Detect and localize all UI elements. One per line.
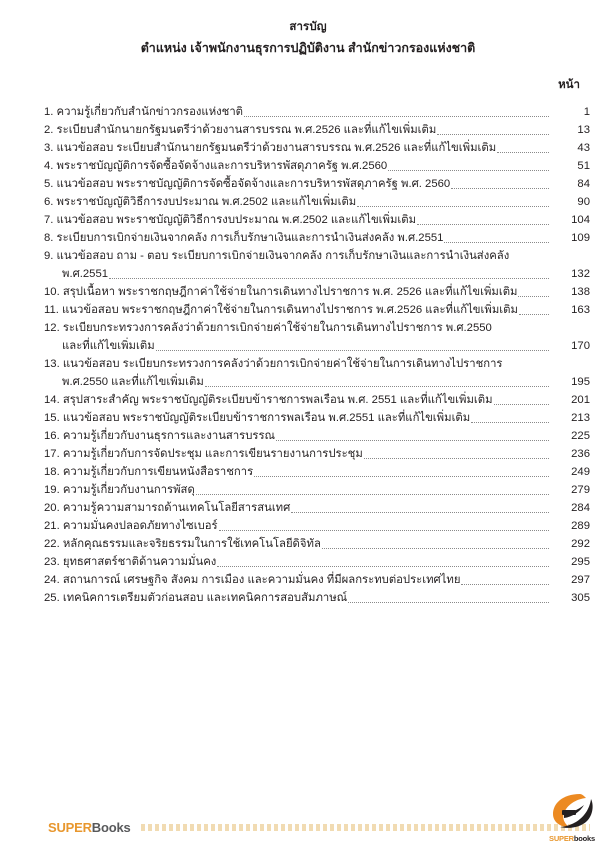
superbooks-logo-text bbox=[542, 834, 602, 843]
toc-entry[interactable] bbox=[44, 229, 590, 247]
toc-entry-label: 17. ความรู้เกี่ยวกับการจัดประชุม และการเขียนรายงานการประชุม bbox=[44, 448, 363, 460]
toc-entry-page-number: 279 bbox=[571, 484, 590, 496]
superbooks-logo-books: books bbox=[573, 834, 595, 843]
toc-entry[interactable] bbox=[44, 481, 590, 499]
toc-entry-page-number: 163 bbox=[571, 304, 590, 316]
toc-leader-dots bbox=[451, 187, 549, 189]
toc-entry-page-number: 90 bbox=[577, 196, 590, 208]
toc-entry-page-number: 51 bbox=[577, 160, 590, 172]
toc-leader-dots bbox=[291, 511, 549, 513]
toc-entry-label: 11. แนวข้อสอบ พระราชกฤษฎีกาค่าใช้จ่ายในการเดินทางไปราชการ พ.ศ.2526 และที่แก้ไขเพิ่มเติม bbox=[44, 304, 518, 316]
toc-leader-dots bbox=[519, 313, 549, 315]
toc-entry-label: 1. ความรู้เกี่ยวกับสำนักข่าวกรองแห่งชาติ bbox=[44, 106, 244, 118]
toc-entry[interactable] bbox=[44, 247, 590, 265]
toc-entry[interactable] bbox=[44, 409, 590, 427]
toc-entry[interactable] bbox=[44, 283, 590, 301]
toc-entry[interactable] bbox=[44, 193, 590, 211]
toc-leader-dots bbox=[504, 368, 550, 369]
toc-leader-dots bbox=[322, 547, 549, 549]
toc-leader-dots bbox=[254, 475, 549, 477]
page-column-header: หน้า bbox=[558, 79, 580, 91]
toc-entry-page-number: 195 bbox=[571, 376, 590, 388]
toc-entry[interactable] bbox=[44, 265, 590, 283]
toc-entry-page-number: 213 bbox=[571, 412, 590, 424]
toc-entry-page-number: 84 bbox=[577, 178, 590, 190]
toc-entry-label: 15. แนวข้อสอบ พระราชบัญญัติระเบียบข้าราชการพลเรือน พ.ศ.2551 และที่แก้ไขเพิ่มเติม bbox=[44, 412, 471, 424]
toc-leader-dots bbox=[364, 457, 549, 459]
toc-leader-dots bbox=[244, 115, 549, 117]
toc-entry-page-number: 236 bbox=[571, 448, 590, 460]
page-title: สารบัญ bbox=[289, 21, 327, 33]
toc-entry-label: 10. สรุปเนื้อหา พระราชกฤษฎีกาค่าใช้จ่ายในการเดินทางไปราชการ พ.ศ. 2526 และที่แก้ไขเพิ่มเติม bbox=[44, 286, 518, 298]
footer-brand-wordmark bbox=[48, 820, 131, 835]
toc-entry-label: 25. เทคนิคการเตรียมตัวก่อนสอบ และเทคนิคการสอบสัมภาษณ์ bbox=[44, 592, 348, 604]
toc-leader-dots bbox=[437, 133, 549, 135]
toc-leader-dots bbox=[196, 493, 549, 495]
toc-leader-dots bbox=[444, 241, 549, 243]
toc-leader-dots bbox=[388, 169, 549, 171]
toc-leader-dots bbox=[276, 439, 549, 441]
footer-brand-books: Books bbox=[91, 819, 131, 835]
footer-dashed-rule bbox=[141, 824, 590, 831]
toc-entry-label: 3. แนวข้อสอบ ระเบียบสำนักนายกรัฐมนตรีว่าด้วยงานสารบรรณ พ.ศ.2526 และที่แก้ไขเพิ่มเติม bbox=[44, 142, 497, 154]
toc-entry-page-number: 305 bbox=[571, 592, 590, 604]
toc-entry-page-number: 295 bbox=[571, 556, 590, 568]
toc-entry[interactable] bbox=[44, 463, 590, 481]
toc-leader-dots bbox=[417, 223, 549, 225]
toc-entry-label: 13. แนวข้อสอบ ระเบียบกระทรวงการคลังว่าด้วยการเบิกจ่ายค่าใช้จ่ายในการเดินทางไปราชการ bbox=[44, 358, 503, 370]
toc-entry[interactable] bbox=[44, 445, 590, 463]
footer-brand-super: SUPER bbox=[48, 819, 92, 835]
toc-entry[interactable] bbox=[44, 535, 590, 553]
toc-entry[interactable] bbox=[44, 139, 590, 157]
toc-leader-dots bbox=[461, 583, 549, 585]
toc-entry-label: 2. ระเบียบสำนักนายกรัฐมนตรีว่าด้วยงานสารบรรณ พ.ศ.2526 และที่แก้ไขเพิ่มเติม bbox=[44, 124, 437, 136]
toc-entry[interactable] bbox=[44, 175, 590, 193]
toc-entry-page-number: 13 bbox=[577, 124, 590, 136]
toc-entry[interactable] bbox=[44, 427, 590, 445]
toc-entry-label: 14. สรุปสาระสำคัญ พระราชบัญญัติระเบียบข้าราชการพลเรือน พ.ศ. 2551 และที่แก้ไขเพิ่มเติม bbox=[44, 394, 493, 406]
toc-entry-page-number: 138 bbox=[571, 286, 590, 298]
toc-leader-dots bbox=[518, 295, 549, 297]
toc-entry[interactable] bbox=[44, 301, 590, 319]
toc-entry-label: 4. พระราชบัญญัติการจัดซื้อจัดจ้างและการบริหารพัสดุภาครัฐ พ.ศ.2560 bbox=[44, 160, 388, 172]
toc-entry-label: 8. ระเบียบการเบิกจ่ายเงินจากคลัง การเก็บรักษาเงินและการนำเงินส่งคลัง พ.ศ.2551 bbox=[44, 232, 444, 244]
toc-entry-label: 24. สถานการณ์ เศรษฐกิจ สังคม การเมือง และความมั่นคง ที่มีผลกระทบต่อประเทศไทย bbox=[44, 574, 461, 586]
toc-entry[interactable] bbox=[44, 499, 590, 517]
toc-entry-page-number: 249 bbox=[571, 466, 590, 478]
toc-entry-label: 18. ความรู้เกี่ยวกับการเขียนหนังสือราชการ bbox=[44, 466, 254, 478]
toc-leader-dots bbox=[493, 332, 549, 333]
toc-leader-dots bbox=[497, 151, 549, 153]
toc-entry-label: 7. แนวข้อสอบ พระราชบัญญัติวิธีการงบประมาณ พ.ศ.2502 และแก้ไขเพิ่มเติม bbox=[44, 214, 417, 226]
toc-leader-dots bbox=[109, 277, 549, 279]
toc-entry[interactable] bbox=[44, 373, 590, 391]
toc-entry-label: และที่แก้ไขเพิ่มเติม bbox=[62, 340, 155, 352]
toc-entry-label: 20. ความรู้ความสามารถด้านเทคโนโลยีสารสนเทศ bbox=[44, 502, 291, 514]
toc-leader-dots bbox=[156, 349, 549, 351]
toc-entry-label: 23. ยุทธศาสตร์ชาติด้านความมั่นคง bbox=[44, 556, 217, 568]
toc-entry-label: พ.ศ.2550 และที่แก้ไขเพิ่มเติม bbox=[62, 376, 204, 388]
toc-entry-page-number: 201 bbox=[571, 394, 590, 406]
toc-entry[interactable] bbox=[44, 319, 590, 337]
toc-entry[interactable] bbox=[44, 589, 590, 607]
document-header bbox=[0, 0, 616, 59]
toc-leader-dots bbox=[219, 529, 549, 531]
superbooks-logo-mark-icon bbox=[550, 793, 594, 829]
toc-entry-page-number: 292 bbox=[571, 538, 590, 550]
toc-entry-page-number: 1 bbox=[583, 106, 590, 118]
toc-entry[interactable] bbox=[44, 553, 590, 571]
toc-entry[interactable] bbox=[44, 103, 590, 121]
toc-entry-page-number: 289 bbox=[571, 520, 590, 532]
toc-entry[interactable] bbox=[44, 157, 590, 175]
toc-entry-label: 16. ความรู้เกี่ยวกับงานธุรการและงานสารบรรณ bbox=[44, 430, 276, 442]
toc-entry-page-number: 109 bbox=[571, 232, 590, 244]
table-of-contents bbox=[0, 103, 616, 607]
toc-entry-page-number: 132 bbox=[571, 268, 590, 280]
toc-entry[interactable] bbox=[44, 355, 590, 373]
toc-entry-page-number: 170 bbox=[571, 340, 590, 352]
toc-entry-label: 12. ระเบียบกระทรวงการคลังว่าด้วยการเบิกจ่ายค่าใช้จ่ายในการเดินทางไปราชการ พ.ศ.2550 bbox=[44, 322, 492, 334]
toc-entry[interactable] bbox=[44, 337, 590, 355]
toc-entry-label: พ.ศ.2551 bbox=[62, 268, 109, 280]
toc-entry-label: 19. ความรู้เกี่ยวกับงานการพัสดุ bbox=[44, 484, 195, 496]
toc-entry-page-number: 284 bbox=[571, 502, 590, 514]
toc-leader-dots bbox=[510, 260, 549, 261]
toc-leader-dots bbox=[494, 403, 549, 405]
superbooks-logo-super: SUPER bbox=[549, 834, 574, 843]
toc-leader-dots bbox=[217, 565, 549, 567]
footer-brand-bar bbox=[48, 819, 600, 835]
superbooks-logo bbox=[542, 793, 602, 843]
toc-entry[interactable] bbox=[44, 121, 590, 139]
toc-entry-page-number: 225 bbox=[571, 430, 590, 442]
toc-entry[interactable] bbox=[44, 391, 590, 409]
toc-entry-label: 22. หลักคุณธรรมและจริยธรรมในการใช้เทคโนโลยีดิจิทัล bbox=[44, 538, 321, 550]
toc-entry-label: 5. แนวข้อสอบ พระราชบัญญัติการจัดซื้อจัดจ้างและการบริหารพัสดุภาครัฐ พ.ศ. 2560 bbox=[44, 178, 451, 190]
toc-leader-dots bbox=[348, 601, 549, 603]
toc-entry[interactable] bbox=[44, 571, 590, 589]
toc-leader-dots bbox=[357, 205, 549, 207]
toc-leader-dots bbox=[471, 421, 549, 423]
toc-entry-page-number: 297 bbox=[571, 574, 590, 586]
toc-entry[interactable] bbox=[44, 211, 590, 229]
toc-entry-page-number: 43 bbox=[577, 142, 590, 154]
toc-entry[interactable] bbox=[44, 517, 590, 535]
toc-leader-dots bbox=[205, 385, 549, 387]
page-footer bbox=[0, 779, 616, 857]
toc-entry-page-number: 104 bbox=[571, 214, 590, 226]
toc-entry-label: 21. ความมั่นคงปลอดภัยทางไซเบอร์ bbox=[44, 520, 218, 532]
toc-entry-label: 9. แนวข้อสอบ ถาม - ตอบ ระเบียบการเบิกจ่ายเงินจากคลัง การเก็บรักษาเงินและการนำเงินส่งคลัง bbox=[44, 250, 510, 262]
toc-entry-label: 6. พระราชบัญญัติวิธีการงบประมาณ พ.ศ.2502 และแก้ไขเพิ่มเติม bbox=[44, 196, 357, 208]
document-subtitle: ตำแหน่ง เจ้าพนักงานธุรการปฏิบัติงาน สำนักข่าวกรองแห่งชาติ bbox=[140, 41, 476, 55]
